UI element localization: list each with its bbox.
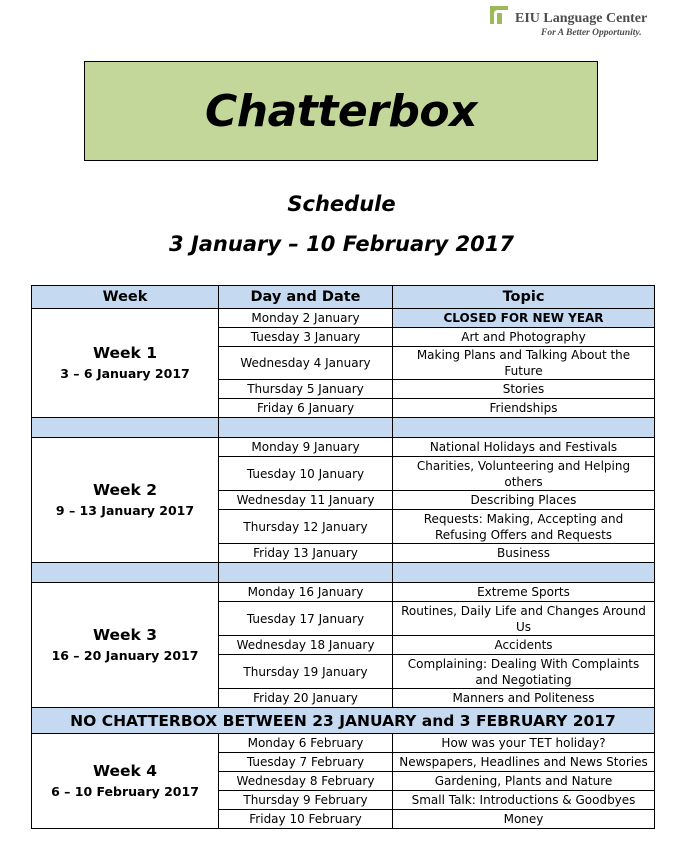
page-title: Chatterbox [204, 85, 478, 137]
topic-cell: Friendships [393, 399, 655, 418]
week-cell [32, 309, 219, 418]
week-dates: 6 – 10 February 2017 [51, 783, 199, 799]
day-cell: Tuesday 3 January [219, 328, 393, 347]
topic-cell-closed: CLOSED FOR NEW YEAR [393, 309, 655, 328]
topic-cell: Stories [393, 380, 655, 399]
topic-cell: How was your TET holiday? [393, 734, 655, 753]
day-cell: Wednesday 4 January [219, 347, 393, 380]
column-header-topic: Topic [393, 286, 655, 309]
week-name: Week 2 [92, 480, 158, 499]
day-cell: Tuesday 17 January [219, 602, 393, 636]
week-cell [32, 734, 219, 829]
topic-cell: Business [393, 544, 655, 563]
column-header-week: Week [32, 286, 219, 309]
day-cell: Wednesday 8 February [219, 772, 393, 791]
date-range-heading: 3 January – 10 February 2017 [169, 232, 514, 256]
topic-cell: Extreme Sports [393, 583, 655, 602]
day-cell: Monday 6 February [219, 734, 393, 753]
week-cell [32, 438, 219, 563]
day-cell: Friday 13 January [219, 544, 393, 563]
topic-cell: Describing Places [393, 491, 655, 510]
break-notice: NO CHATTERBOX BETWEEN 23 JANUARY and 3 FEBRUARY 2017 [32, 708, 655, 734]
day-cell: Thursday 19 January [219, 655, 393, 689]
week-cell [32, 583, 219, 708]
topic-cell: Art and Photography [393, 328, 655, 347]
topic-cell: Small Talk: Introductions & Goodbyes [393, 791, 655, 810]
logo-tagline: For A Better Opportunity. [541, 28, 642, 38]
day-cell: Friday 10 February [219, 810, 393, 829]
day-cell: Friday 6 January [219, 399, 393, 418]
week-dates: 9 – 13 January 2017 [55, 502, 195, 518]
logo-name: EIU Language Center [515, 11, 648, 26]
topic-cell: Accidents [393, 636, 655, 655]
separator-row [32, 418, 655, 438]
day-cell: Thursday 9 February [219, 791, 393, 810]
leaf-logo-icon [489, 5, 509, 25]
day-cell: Tuesday 7 February [219, 753, 393, 772]
topic-cell: Gardening, Plants and Nature [393, 772, 655, 791]
table-row [32, 583, 655, 602]
table-row [32, 438, 655, 457]
day-cell: Monday 16 January [219, 583, 393, 602]
title-banner [84, 61, 598, 161]
table-header-row [32, 286, 655, 309]
topic-cell: Complaining: Dealing With Complaints and Negotiating [393, 655, 655, 689]
schedule-table [31, 285, 655, 829]
topic-cell: Money [393, 810, 655, 829]
schedule-heading: Schedule [287, 192, 396, 216]
week-dates: 16 – 20 January 2017 [51, 647, 199, 663]
topic-cell: Requests: Making, Accepting and Refusing Offers and Requests [393, 510, 655, 544]
topic-cell: Routines, Daily Life and Changes Around Us [393, 602, 655, 636]
day-cell: Thursday 12 January [219, 510, 393, 544]
table-row [32, 309, 655, 328]
logo [489, 4, 659, 40]
separator-row [32, 563, 655, 583]
week-name: Week 4 [92, 761, 158, 780]
topic-cell: Making Plans and Talking About the Future [393, 347, 655, 380]
break-notice-row [32, 708, 655, 734]
topic-cell: Manners and Politeness [393, 689, 655, 708]
day-cell: Friday 20 January [219, 689, 393, 708]
week-name: Week 3 [92, 625, 158, 644]
column-header-day: Day and Date [219, 286, 393, 309]
day-cell: Thursday 5 January [219, 380, 393, 399]
day-cell: Wednesday 18 January [219, 636, 393, 655]
topic-cell: National Holidays and Festivals [393, 438, 655, 457]
table-row [32, 734, 655, 753]
day-cell: Monday 2 January [219, 309, 393, 328]
week-dates: 3 – 6 January 2017 [60, 365, 190, 381]
day-cell: Tuesday 10 January [219, 457, 393, 491]
topic-cell: Charities, Volunteering and Helping others [393, 457, 655, 491]
day-cell: Wednesday 11 January [219, 491, 393, 510]
day-cell: Monday 9 January [219, 438, 393, 457]
topic-cell: Newspapers, Headlines and News Stories [393, 753, 655, 772]
week-name: Week 1 [92, 343, 158, 362]
